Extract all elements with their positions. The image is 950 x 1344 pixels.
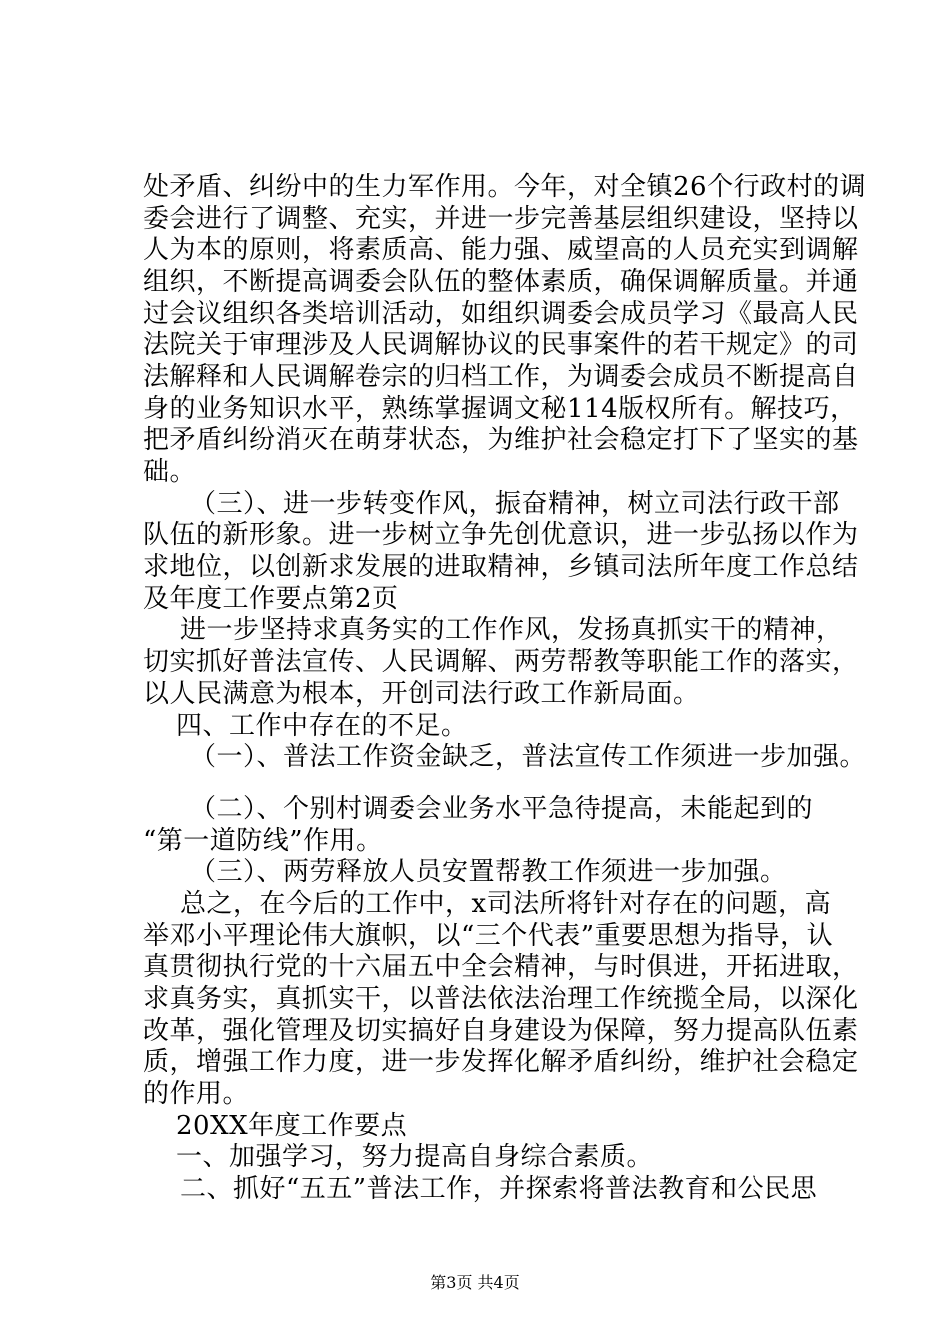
text-line: 真贯彻执行党的十六届五中全会精神，与时俱进，开拓进取， bbox=[143, 952, 859, 982]
text-line: 举邓小平理论伟大旗帜，以“三个代表”重要思想为指导，认 bbox=[143, 921, 834, 951]
text-line: 进一步坚持求真务实的工作作风，发扬真抓实干的精神， bbox=[180, 615, 843, 645]
text-line: 的作用。 bbox=[143, 1079, 250, 1109]
text-line: 法院关于审理涉及人民调解协议的民事案件的若干规定》的司 bbox=[143, 330, 859, 360]
text-line: （二）、个别村调委会业务水平急待提高，未能起到的 bbox=[190, 794, 814, 824]
text-line: 础。 bbox=[143, 457, 197, 487]
text-line: 二、抓好“五五”普法工作，并探索将普法教育和公民思 bbox=[180, 1174, 818, 1204]
section-heading: 四、工作中存在的不足。 bbox=[176, 711, 468, 741]
text-line: 身的业务知识水平，熟练掌握调文秘114版权所有。解技巧， bbox=[143, 394, 857, 424]
text-line: 质，增强工作力度，进一步发挥化解矛盾纠纷，维护社会稳定 bbox=[143, 1047, 859, 1077]
text-line: 以人民满意为根本，开创司法行政工作新局面。 bbox=[143, 679, 700, 709]
text-line: 组织，不断提高调委会队伍的整体素质，确保调解质量。并通 bbox=[143, 267, 859, 297]
text-line: 求地位，以创新求发展的进取精神，乡镇司法所年度工作总结 bbox=[143, 552, 859, 582]
text-line: 一、加强学习，努力提高自身综合素质。 bbox=[176, 1142, 654, 1172]
text-line: 及年度工作要点第2页 bbox=[143, 584, 399, 614]
text-line: 处矛盾、纠纷中的生力军作用。今年，对全镇26个行政村的调 bbox=[143, 172, 867, 202]
text-line: （三）、进一步转变作风，振奋精神，树立司法行政干部 bbox=[190, 489, 840, 519]
text-line: 求真务实，真抓实干，以普法依法治理工作统揽全局，以深化 bbox=[143, 984, 859, 1014]
text-line: （三）、两劳释放人员安置帮教工作须进一步加强。 bbox=[190, 857, 787, 887]
text-line: 切实抓好普法宣传、人民调解、两劳帮教等职能工作的落实， bbox=[143, 647, 859, 677]
text-line: 人为本的原则，将素质高、能力强、威望高的人员充实到调解 bbox=[143, 235, 859, 265]
text-line: 把矛盾纠纷消灭在萌芽状态，为维护社会稳定打下了坚实的基 bbox=[143, 425, 859, 455]
text-line: 总之，在今后的工作中，x司法所将针对存在的问题，高 bbox=[180, 889, 832, 919]
text-line: 改革，强化管理及切实搞好自身建设为保障，努力提高队伍素 bbox=[143, 1016, 859, 1046]
text-line: 委会进行了调整、充实，并进一步完善基层组织建设，坚持以 bbox=[143, 204, 859, 234]
text-line: 队伍的新形象。进一步树立争先创优意识，进一步弘扬以作为 bbox=[143, 520, 859, 550]
text-line: 法解释和人民调解卷宗的归档工作，为调委会成员不断提高自 bbox=[143, 362, 859, 392]
page-footer: 第3页 共4页 bbox=[430, 1273, 520, 1292]
text-line: （一）、普法工作资金缺乏，普法宣传工作须进一步加强。 bbox=[190, 742, 867, 772]
text-line: 过会议组织各类培训活动，如组织调委会成员学习《最高人民 bbox=[143, 299, 859, 329]
text-line: “第一道防线”作用。 bbox=[143, 826, 383, 856]
section-heading: 20XX年度工作要点 bbox=[176, 1111, 408, 1141]
